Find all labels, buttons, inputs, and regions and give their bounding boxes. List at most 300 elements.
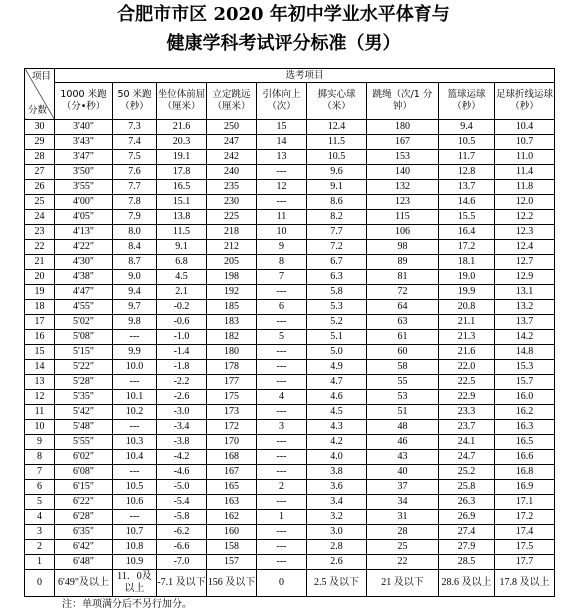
table-cell: 26.9: [439, 510, 495, 525]
table-row: [25, 255, 555, 270]
table-cell: -7.0: [157, 555, 207, 570]
table-cell: 4.5: [307, 405, 367, 420]
table-row: [25, 210, 555, 225]
table-cell: 5'22": [55, 360, 113, 375]
table-cell: 10.4: [113, 450, 157, 465]
table-cell: 160: [207, 525, 257, 540]
score-cell: 15: [25, 345, 55, 360]
table-cell: 16.6: [495, 450, 555, 465]
table-row: [25, 360, 555, 375]
table-row: [25, 300, 555, 315]
table-cell: 12.4: [495, 240, 555, 255]
table-cell: ---: [257, 165, 307, 180]
table-cell: 17.5: [495, 540, 555, 555]
table-cell: -5.0: [157, 480, 207, 495]
table-cell: 17.8: [157, 165, 207, 180]
table-cell: 22.9: [439, 390, 495, 405]
corner-item-label: 项目: [31, 71, 51, 82]
table-cell: -3.0: [157, 405, 207, 420]
table-cell: 28.6 及以上: [439, 570, 495, 597]
table-cell: 37: [367, 480, 439, 495]
table-row: [25, 375, 555, 390]
table-cell: 225: [207, 210, 257, 225]
table-row: [25, 240, 555, 255]
table-cell: 13.7: [495, 315, 555, 330]
table-cell: 17.1: [495, 495, 555, 510]
table-cell: 98: [367, 240, 439, 255]
table-cell: 16.5: [157, 180, 207, 195]
table-cell: 16.5: [495, 435, 555, 450]
table-cell: 0: [257, 570, 307, 597]
table-cell: 10.0: [113, 360, 157, 375]
table-cell: -2.6: [157, 390, 207, 405]
table-cell: 10.8: [113, 540, 157, 555]
table-cell: 170: [207, 435, 257, 450]
table-cell: 4.3: [307, 420, 367, 435]
table-cell: 3'55": [55, 180, 113, 195]
table-cell: 28.5: [439, 555, 495, 570]
table-cell: 162: [207, 510, 257, 525]
table-cell: 4'13": [55, 225, 113, 240]
table-cell: 11.5: [157, 225, 207, 240]
table-cell: 16.8: [495, 465, 555, 480]
table-cell: 5.2: [307, 315, 367, 330]
table-cell: 5'42": [55, 405, 113, 420]
table-cell: ---: [113, 330, 157, 345]
table-cell: 8.7: [113, 255, 157, 270]
page-title-line-1: 合肥市市区 2020 年初中学业水平体育与: [117, 4, 450, 25]
table-cell: ---: [257, 465, 307, 480]
table-cell: 6: [257, 300, 307, 315]
table-cell: 11．0及以上: [113, 570, 157, 597]
score-cell: 28: [25, 150, 55, 165]
table-cell: ---: [257, 375, 307, 390]
table-cell: 180: [367, 120, 439, 135]
table-cell: 3'40": [55, 120, 113, 135]
table-cell: 6'22": [55, 495, 113, 510]
table-cell: ---: [113, 420, 157, 435]
table-cell: ---: [257, 495, 307, 510]
table-cell: 106: [367, 225, 439, 240]
table-cell: 27.9: [439, 540, 495, 555]
table-cell: 26.3: [439, 495, 495, 510]
table-cell: 9.6: [307, 165, 367, 180]
table-cell: 20.8: [439, 300, 495, 315]
table-cell: 173: [207, 405, 257, 420]
score-cell: 9: [25, 435, 55, 450]
table-cell: ---: [257, 345, 307, 360]
score-cell: 8: [25, 450, 55, 465]
table-cell: 24.1: [439, 435, 495, 450]
table-cell: 9: [257, 240, 307, 255]
table-cell: 2.6: [307, 555, 367, 570]
table-cell: 11.7: [439, 150, 495, 165]
table-cell: 12.3: [495, 225, 555, 240]
table-cell: ---: [113, 375, 157, 390]
table-cell: 4'22": [55, 240, 113, 255]
col-header-standing-long-jump: 立定跳远（厘米）: [207, 83, 257, 120]
table-cell: 5'15": [55, 345, 113, 360]
table-row: [25, 480, 555, 495]
table-cell: ---: [257, 525, 307, 540]
score-cell: 13: [25, 375, 55, 390]
table-cell: 175: [207, 390, 257, 405]
table-cell: 9.9: [113, 345, 157, 360]
table-cell: ---: [113, 465, 157, 480]
table-cell: 7.6: [113, 165, 157, 180]
table-cell: 9.4: [113, 285, 157, 300]
table-cell: 8.0: [113, 225, 157, 240]
table-cell: 15.3: [495, 360, 555, 375]
table-cell: 9.0: [113, 270, 157, 285]
table-row: [25, 330, 555, 345]
score-cell: 21: [25, 255, 55, 270]
table-cell: ---: [257, 540, 307, 555]
table-cell: 180: [207, 345, 257, 360]
table-cell: 13.2: [495, 300, 555, 315]
header-corner-cell: [25, 69, 55, 120]
table-cell: 3.6: [307, 480, 367, 495]
table-cell: 28: [367, 525, 439, 540]
table-cell: 9.7: [113, 300, 157, 315]
table-cell: -1.8: [157, 360, 207, 375]
table-cell: 17.2: [439, 240, 495, 255]
table-cell: 16.4: [439, 225, 495, 240]
table-cell: 4.9: [307, 360, 367, 375]
table-cell: 13.7: [439, 180, 495, 195]
table-cell: 158: [207, 540, 257, 555]
table-cell: ---: [257, 285, 307, 300]
table-row: [25, 390, 555, 405]
table-row: [25, 405, 555, 420]
table-row: [25, 495, 555, 510]
score-cell: 19: [25, 285, 55, 300]
table-cell: 6'48": [55, 555, 113, 570]
table-cell: 13: [257, 150, 307, 165]
table-cell: 3'50": [55, 165, 113, 180]
table-cell: 10.4: [495, 120, 555, 135]
table-cell: 212: [207, 240, 257, 255]
table-cell: 3.8: [307, 465, 367, 480]
score-cell: 6: [25, 480, 55, 495]
table-cell: 153: [367, 150, 439, 165]
table-cell: 16.3: [495, 420, 555, 435]
table-row-zero-score: [25, 570, 555, 597]
table-row: [25, 510, 555, 525]
table-cell: 22: [367, 555, 439, 570]
table-cell: 21.6: [439, 345, 495, 360]
score-table-body: [25, 120, 555, 597]
table-cell: 8.4: [113, 240, 157, 255]
table-cell: 5: [257, 330, 307, 345]
table-cell: 21.6: [157, 120, 207, 135]
table-cell: 6'08": [55, 465, 113, 480]
table-cell: -3.4: [157, 420, 207, 435]
table-cell: 2.8: [307, 540, 367, 555]
table-cell: 5'02": [55, 315, 113, 330]
table-cell: 7: [257, 270, 307, 285]
table-cell: 9.1: [307, 180, 367, 195]
table-row: [25, 315, 555, 330]
table-cell: 177: [207, 375, 257, 390]
table-cell: 183: [207, 315, 257, 330]
table-cell: 132: [367, 180, 439, 195]
table-row: [25, 195, 555, 210]
score-cell: 30: [25, 120, 55, 135]
table-cell: 167: [367, 135, 439, 150]
table-row: [25, 450, 555, 465]
table-cell: 10.5: [307, 150, 367, 165]
table-cell: 13.1: [495, 285, 555, 300]
score-cell: 18: [25, 300, 55, 315]
table-cell: 242: [207, 150, 257, 165]
table-cell: 11.0: [495, 150, 555, 165]
table-cell: -2.2: [157, 375, 207, 390]
table-cell: 11.4: [495, 165, 555, 180]
table-row: [25, 525, 555, 540]
table-cell: ---: [257, 435, 307, 450]
col-header-50m-run: 50 米跑（秒）: [113, 83, 157, 120]
table-cell: 250: [207, 120, 257, 135]
table-cell: 16.0: [495, 390, 555, 405]
table-row: [25, 135, 555, 150]
table-cell: -3.8: [157, 435, 207, 450]
table-cell: 4.5: [157, 270, 207, 285]
table-cell: 10.9: [113, 555, 157, 570]
table-cell: 25: [367, 540, 439, 555]
page-title-line-2: 健康学科考试评分标准（男）: [166, 33, 401, 54]
table-cell: 3'47": [55, 150, 113, 165]
table-cell: 12.7: [495, 255, 555, 270]
table-cell: 2: [257, 480, 307, 495]
table-cell: 9.8: [113, 315, 157, 330]
table-cell: -5.4: [157, 495, 207, 510]
table-cell: 5.8: [307, 285, 367, 300]
table-cell: 20.3: [157, 135, 207, 150]
table-cell: 10.6: [113, 495, 157, 510]
table-cell: 7.4: [113, 135, 157, 150]
table-cell: 40: [367, 465, 439, 480]
table-cell: 4.6: [307, 390, 367, 405]
table-cell: 23.3: [439, 405, 495, 420]
table-row: [25, 270, 555, 285]
footnote: 注：单项满分后不另行加分。: [62, 599, 192, 610]
col-header-pull-ups: 引体向上（次）: [257, 83, 307, 120]
table-cell: 10.5: [439, 135, 495, 150]
col-header-rope-skipping: 跳绳（次/1 分钟）: [367, 83, 439, 120]
table-cell: 8.6: [307, 195, 367, 210]
table-cell: 5.0: [307, 345, 367, 360]
table-cell: 3.0: [307, 525, 367, 540]
table-row: [25, 180, 555, 195]
table-cell: 63: [367, 315, 439, 330]
table-cell: 7.8: [113, 195, 157, 210]
col-header-football-dribble: 足球折线运球（秒）: [495, 83, 555, 120]
table-cell: 12: [257, 180, 307, 195]
table-cell: 89: [367, 255, 439, 270]
table-cell: -7.1 及以下: [157, 570, 207, 597]
table-cell: 7.9: [113, 210, 157, 225]
score-cell: 7: [25, 465, 55, 480]
table-cell: 81: [367, 270, 439, 285]
score-cell: 20: [25, 270, 55, 285]
table-cell: -4.6: [157, 465, 207, 480]
table-cell: -6.2: [157, 525, 207, 540]
table-cell: 9.4: [439, 120, 495, 135]
table-row: [25, 465, 555, 480]
table-cell: 22.0: [439, 360, 495, 375]
score-cell: 10: [25, 420, 55, 435]
table-cell: 17.2: [495, 510, 555, 525]
table-cell: 12.2: [495, 210, 555, 225]
table-cell: 9.1: [157, 240, 207, 255]
table-cell: 12.0: [495, 195, 555, 210]
table-cell: 6'49"及以上: [55, 570, 113, 597]
table-cell: 12.4: [307, 120, 367, 135]
table-cell: 5'55": [55, 435, 113, 450]
score-cell: 17: [25, 315, 55, 330]
table-cell: 43: [367, 450, 439, 465]
table-cell: 11: [257, 210, 307, 225]
table-row: [25, 420, 555, 435]
table-cell: 4.2: [307, 435, 367, 450]
table-cell: 24.7: [439, 450, 495, 465]
table-cell: ---: [257, 195, 307, 210]
score-cell: 25: [25, 195, 55, 210]
table-cell: 13.8: [157, 210, 207, 225]
score-cell: 23: [25, 225, 55, 240]
table-cell: 46: [367, 435, 439, 450]
table-cell: 6.3: [307, 270, 367, 285]
table-cell: ---: [257, 555, 307, 570]
table-cell: 185: [207, 300, 257, 315]
table-cell: 15.5: [439, 210, 495, 225]
table-cell: 5.1: [307, 330, 367, 345]
table-cell: 205: [207, 255, 257, 270]
table-cell: 12.8: [439, 165, 495, 180]
table-row: [25, 120, 555, 135]
table-cell: 2.1: [157, 285, 207, 300]
table-cell: 19.1: [157, 150, 207, 165]
table-cell: 51: [367, 405, 439, 420]
table-cell: 157: [207, 555, 257, 570]
table-cell: 178: [207, 360, 257, 375]
table-cell: 64: [367, 300, 439, 315]
table-cell: 48: [367, 420, 439, 435]
corner-score-label: 分数: [28, 105, 48, 116]
table-cell: 115: [367, 210, 439, 225]
table-cell: -5.8: [157, 510, 207, 525]
table-cell: 165: [207, 480, 257, 495]
table-cell: 235: [207, 180, 257, 195]
table-cell: 5'08": [55, 330, 113, 345]
score-cell: 0: [25, 570, 55, 597]
table-cell: 10.7: [113, 525, 157, 540]
score-cell: 22: [25, 240, 55, 255]
table-cell: 10.2: [113, 405, 157, 420]
table-row: [25, 165, 555, 180]
table-cell: 14.8: [495, 345, 555, 360]
table-cell: 53: [367, 390, 439, 405]
table-cell: 163: [207, 495, 257, 510]
table-cell: 6.7: [307, 255, 367, 270]
col-header-basketball-dribble: 篮球运球（秒）: [439, 83, 495, 120]
table-cell: 4'47": [55, 285, 113, 300]
table-cell: 140: [367, 165, 439, 180]
table-cell: 156 及以下: [207, 570, 257, 597]
col-header-shot-put: 掷实心球（米）: [307, 83, 367, 120]
table-cell: 58: [367, 360, 439, 375]
table-cell: 25.8: [439, 480, 495, 495]
table-row: [25, 555, 555, 570]
table-cell: 3: [257, 420, 307, 435]
table-cell: 18.1: [439, 255, 495, 270]
table-cell: 6'15": [55, 480, 113, 495]
table-row: [25, 345, 555, 360]
table-cell: 15: [257, 120, 307, 135]
table-cell: 3'43": [55, 135, 113, 150]
table-cell: 168: [207, 450, 257, 465]
table-cell: 6'02": [55, 450, 113, 465]
table-cell: 14: [257, 135, 307, 150]
table-cell: 61: [367, 330, 439, 345]
table-row: [25, 150, 555, 165]
table-cell: 27.4: [439, 525, 495, 540]
table-cell: 5'48": [55, 420, 113, 435]
table-cell: -1.4: [157, 345, 207, 360]
table-cell: 17.7: [495, 555, 555, 570]
table-cell: 11.5: [307, 135, 367, 150]
score-cell: 12: [25, 390, 55, 405]
score-cell: 1: [25, 555, 55, 570]
table-cell: 21.1: [439, 315, 495, 330]
table-cell: 6'42": [55, 540, 113, 555]
table-cell: 172: [207, 420, 257, 435]
table-cell: -0.2: [157, 300, 207, 315]
table-cell: 10.7: [495, 135, 555, 150]
table-cell: 230: [207, 195, 257, 210]
table-row: [25, 435, 555, 450]
table-cell: 5'28": [55, 375, 113, 390]
table-cell: 15.7: [495, 375, 555, 390]
table-cell: 16.2: [495, 405, 555, 420]
table-cell: 21 及以下: [367, 570, 439, 597]
table-cell: 60: [367, 345, 439, 360]
table-cell: 10: [257, 225, 307, 240]
table-cell: 4'05": [55, 210, 113, 225]
table-cell: 1: [257, 510, 307, 525]
table-cell: 10.3: [113, 435, 157, 450]
table-cell: 167: [207, 465, 257, 480]
table-cell: -1.0: [157, 330, 207, 345]
score-cell: 3: [25, 525, 55, 540]
elective-items-header: 选考项目: [55, 69, 555, 83]
table-cell: 5'35": [55, 390, 113, 405]
table-cell: 182: [207, 330, 257, 345]
table-row: [25, 540, 555, 555]
table-cell: -6.6: [157, 540, 207, 555]
table-cell: 7.3: [113, 120, 157, 135]
scoring-standard-table: [24, 68, 555, 597]
table-cell: 23.7: [439, 420, 495, 435]
table-cell: 25.2: [439, 465, 495, 480]
table-cell: 22.5: [439, 375, 495, 390]
table-cell: 15.1: [157, 195, 207, 210]
table-cell: 10.1: [113, 390, 157, 405]
score-cell: 26: [25, 180, 55, 195]
table-cell: 12.9: [495, 270, 555, 285]
col-header-sit-and-reach: 坐位体前屈（厘米）: [157, 83, 207, 120]
